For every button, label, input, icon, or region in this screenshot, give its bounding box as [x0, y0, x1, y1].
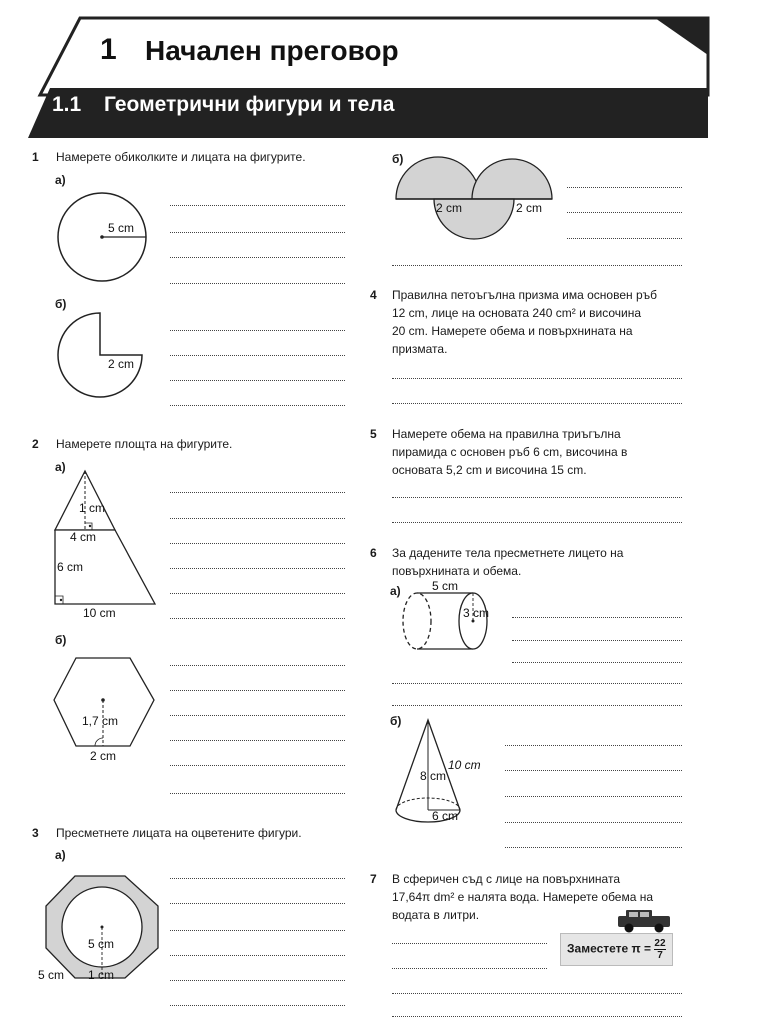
q2a-dim-side: 6 cm — [57, 560, 84, 574]
answer-line[interactable] — [170, 232, 345, 233]
q2a-dim-base: 10 cm — [83, 606, 116, 620]
answer-line[interactable] — [392, 968, 547, 969]
answer-line[interactable] — [170, 380, 345, 381]
q6a-cylinder-figure — [395, 578, 505, 658]
answer-line[interactable] — [170, 618, 345, 619]
answer-line[interactable] — [392, 683, 682, 684]
q2-number: 2 — [32, 437, 39, 451]
q4-line: 20 cm. Намерете обема и повърхнината на — [392, 324, 633, 338]
answer-line[interactable] — [170, 205, 345, 206]
q2-text: Намерете площта на фигурите. — [56, 437, 233, 451]
answer-line[interactable] — [505, 770, 682, 771]
answer-line[interactable] — [170, 405, 345, 406]
answer-line[interactable] — [170, 283, 345, 284]
q7-line: 17,64π dm² е налята вода. Намерете обема на — [392, 890, 654, 904]
section-title: Геометрични фигури и тела — [104, 93, 395, 116]
answer-line[interactable] — [505, 796, 682, 797]
answer-line[interactable] — [392, 403, 682, 404]
q7-line: водата в литри. — [392, 908, 480, 922]
hint-box — [560, 933, 673, 966]
q2b-hexagon-figure — [50, 650, 160, 765]
q1-b-label: б) — [55, 297, 67, 311]
chapter-number: 1 — [100, 33, 117, 66]
q4-number: 4 — [370, 288, 377, 302]
answer-line[interactable] — [170, 257, 345, 258]
q6b-dim-slant: 10 cm — [448, 758, 481, 772]
answer-line[interactable] — [567, 187, 682, 188]
q2b-dim-side: 2 cm — [90, 749, 117, 763]
answer-line[interactable] — [392, 993, 682, 994]
answer-line[interactable] — [392, 265, 682, 266]
q1a-circle-figure — [50, 190, 160, 290]
q5-text — [392, 425, 627, 479]
answer-line[interactable] — [170, 568, 345, 569]
q4-text — [392, 286, 657, 358]
q5-line: пирамида с основен ръб 6 cm, височина в — [392, 445, 628, 459]
answer-line[interactable] — [392, 497, 682, 498]
hint-fraction — [654, 938, 665, 961]
q4-line: призмата. — [392, 342, 448, 356]
answer-line[interactable] — [392, 378, 682, 379]
q6-line: повърхнината и обема. — [392, 564, 522, 578]
q3a-dim-radius: 5 cm — [88, 937, 115, 951]
q6a-dim-length: 5 cm — [432, 579, 459, 593]
answer-line[interactable] — [512, 662, 682, 663]
q3-a-label: а) — [55, 848, 66, 862]
chapter-title: Начален преговор — [145, 35, 399, 66]
answer-line[interactable] — [170, 930, 345, 931]
q4-line: Правилна петоъгълна призма има основен ръб — [392, 288, 658, 302]
answer-line[interactable] — [392, 1016, 682, 1017]
hint-denominator: 7 — [657, 950, 663, 961]
q5-line: Намерете обема на правилна триъгълна — [392, 427, 621, 441]
q6b-dim-radius: 6 cm — [432, 809, 459, 823]
answer-line[interactable] — [505, 822, 682, 823]
answer-line[interactable] — [170, 690, 345, 691]
answer-line[interactable] — [170, 355, 345, 356]
answer-line[interactable] — [170, 518, 345, 519]
q7-line: В сферичен съд с лице на повърхнината — [392, 872, 620, 886]
q2a-composite-figure — [45, 465, 165, 625]
answer-line[interactable] — [170, 1005, 345, 1006]
q1a-radius-label: 5 cm — [108, 221, 135, 235]
section-number: 1.1 — [52, 93, 82, 116]
answer-line[interactable] — [170, 793, 345, 794]
q1b-dim-right: 2 cm — [516, 201, 543, 215]
answer-line[interactable] — [170, 765, 345, 766]
answer-line[interactable] — [170, 492, 345, 493]
answer-line[interactable] — [392, 705, 682, 706]
q1b-semicircles-figure — [392, 150, 562, 245]
answer-line[interactable] — [170, 593, 345, 594]
q5-line: основата 5,2 cm и височина 15 cm. — [392, 463, 587, 477]
answer-line[interactable] — [170, 980, 345, 981]
q2a-dim-top: 1 cm — [79, 501, 106, 515]
q1-a-label: а) — [55, 173, 66, 187]
header-banner — [0, 0, 768, 140]
answer-line[interactable] — [505, 745, 682, 746]
q7-number: 7 — [370, 872, 377, 886]
answer-line[interactable] — [392, 943, 547, 944]
answer-line[interactable] — [170, 740, 345, 741]
q6-line: За дадените тела пресметнете лицето на — [392, 546, 624, 560]
q6b-cone-figure — [392, 712, 502, 842]
q1-text: Намерете обиколките и лицата на фигурите. — [56, 150, 306, 164]
q2a-dim-mid: 4 cm — [70, 530, 97, 544]
hint-text: Заместете π = — [567, 941, 652, 956]
car-icon — [612, 908, 676, 934]
answer-line[interactable] — [170, 903, 345, 904]
answer-line[interactable] — [170, 878, 345, 879]
q6-number: 6 — [370, 546, 377, 560]
q1b-radius-label: 2 cm — [108, 357, 135, 371]
q5-number: 5 — [370, 427, 377, 441]
answer-line[interactable] — [512, 617, 682, 618]
q3-text: Пресметнете лицата на оцветените фигури. — [56, 826, 302, 840]
q2-b-label: б) — [55, 633, 67, 647]
answer-line[interactable] — [170, 955, 345, 956]
q4-line: 12 cm, лице на основата 240 cm² и височина — [392, 306, 642, 320]
q6b-dim-height: 8 cm — [420, 769, 447, 783]
hint-numerator: 22 — [654, 938, 666, 949]
q1-number: 1 — [32, 150, 39, 164]
q2-a-label: а) — [55, 460, 66, 474]
answer-line[interactable] — [170, 543, 345, 544]
answer-line[interactable] — [512, 640, 682, 641]
answer-line[interactable] — [567, 238, 682, 239]
answer-line[interactable] — [170, 665, 345, 666]
q3a-dim-gap: 1 cm — [88, 968, 115, 982]
answer-line[interactable] — [567, 212, 682, 213]
answer-line[interactable] — [505, 847, 682, 848]
q6-b-label: б) — [390, 714, 402, 728]
q3a-octagon-figure — [30, 868, 170, 988]
q1b-dim-left: 2 cm — [436, 201, 463, 215]
q3a-dim-side: 5 cm — [38, 968, 65, 982]
q2b-dim-apothem: 1,7 cm — [82, 714, 119, 728]
q6a-dim-radius: 3 cm — [463, 606, 490, 620]
answer-line[interactable] — [170, 330, 345, 331]
answer-line[interactable] — [392, 522, 682, 523]
q1b-sector-figure — [50, 308, 160, 408]
q3-number: 3 — [32, 826, 39, 840]
q6-a-label: а) — [390, 584, 401, 598]
q6-text — [392, 544, 623, 580]
q1b-right-label: б) — [392, 152, 404, 166]
answer-line[interactable] — [170, 715, 345, 716]
